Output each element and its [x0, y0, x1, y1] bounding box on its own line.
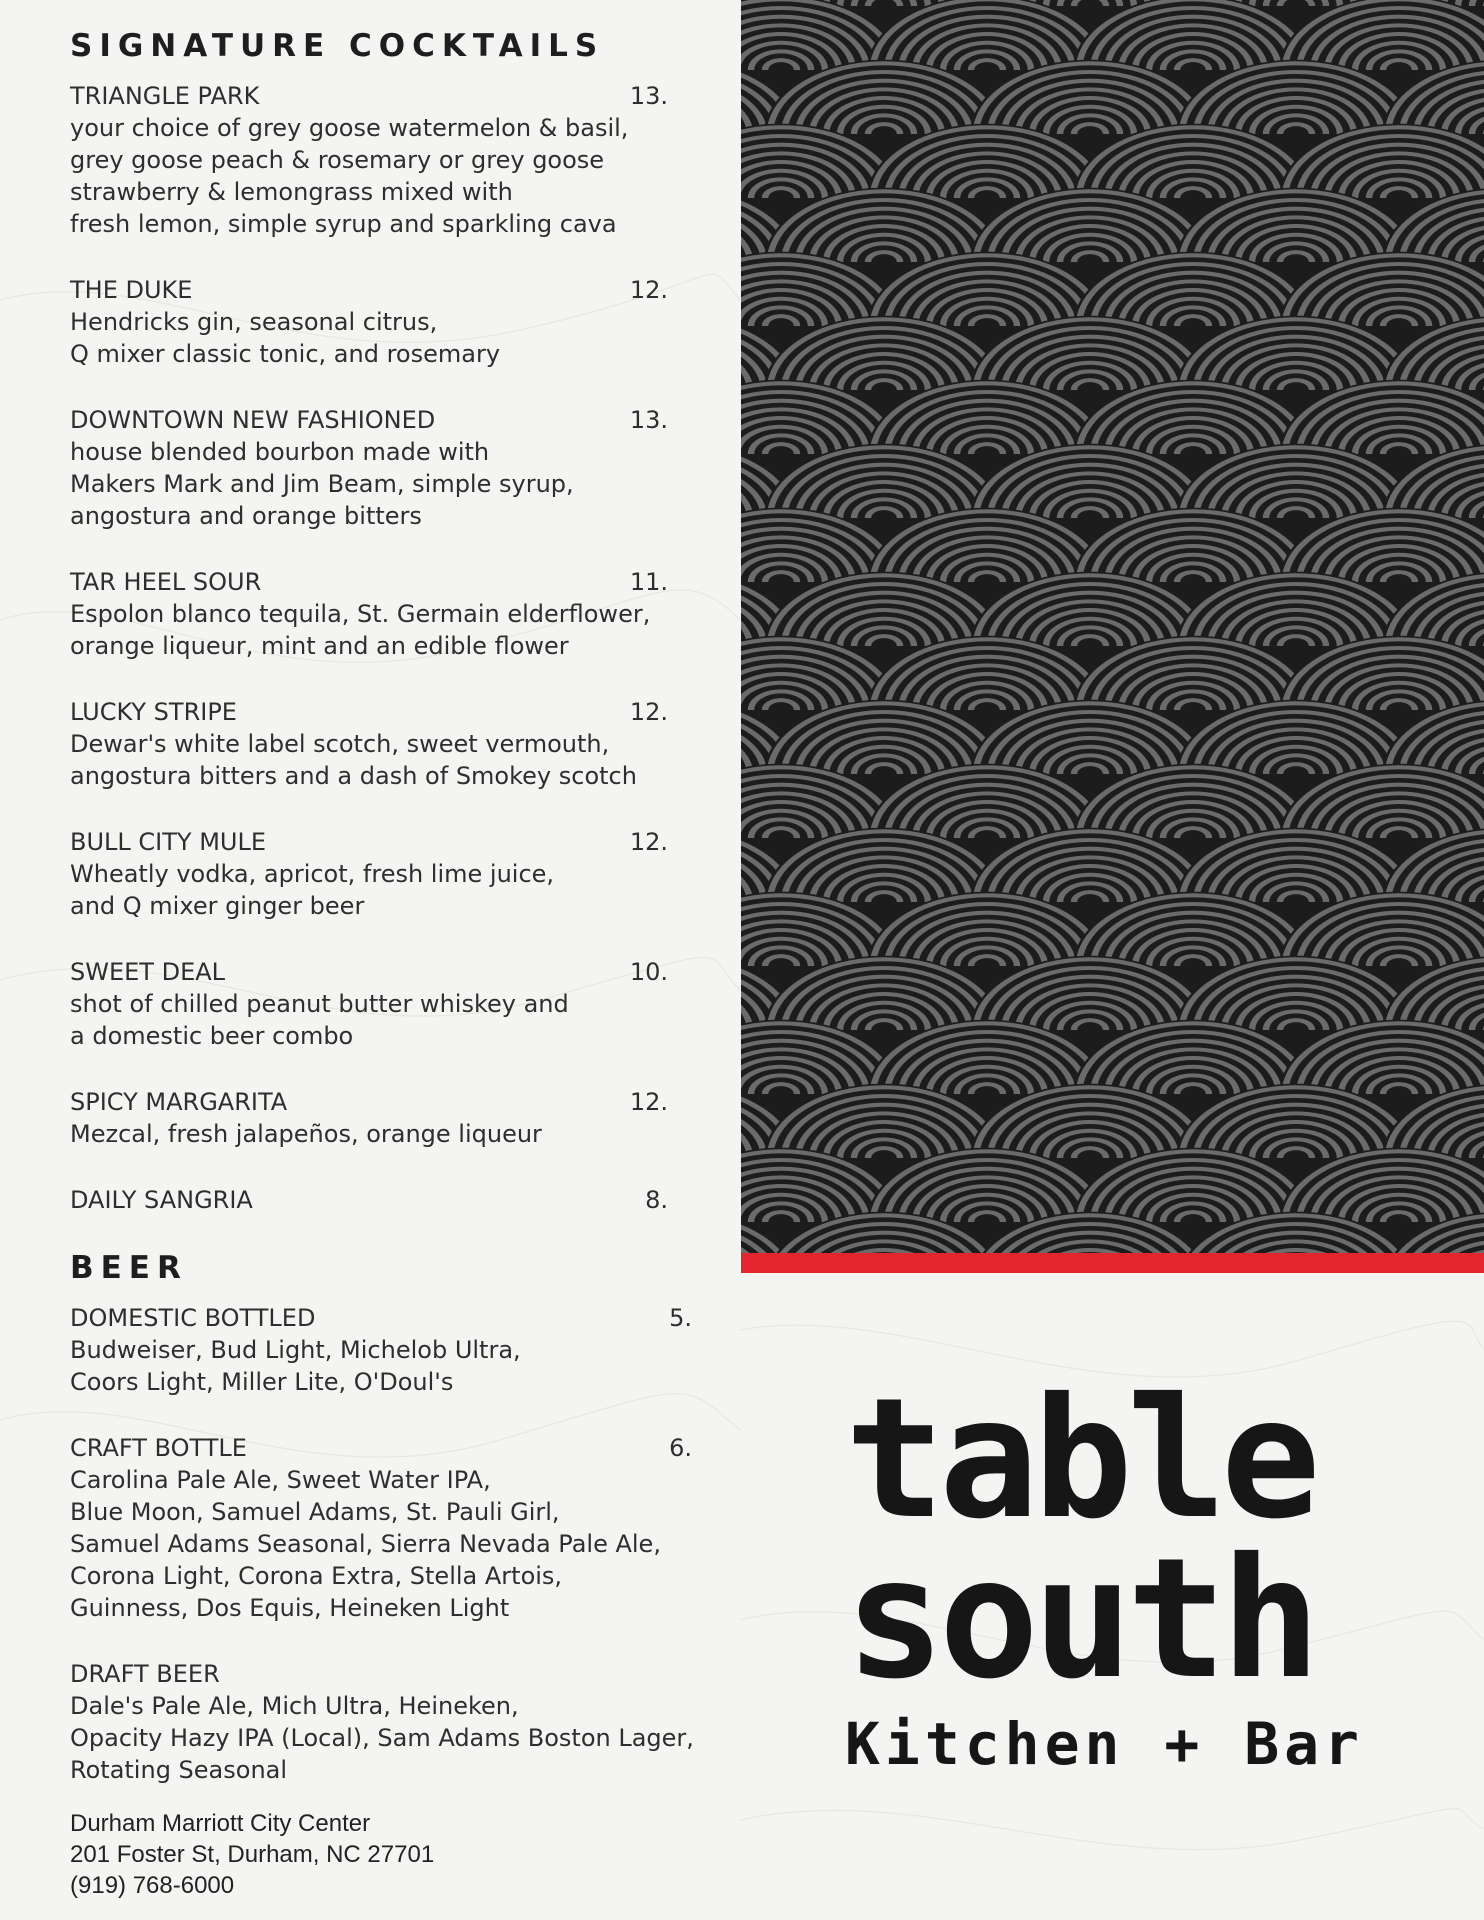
cocktails-section — [70, 28, 710, 1216]
address-street: 201 Foster St, Durham, NC 27701 — [70, 1841, 435, 1868]
item-price: 13. — [629, 82, 668, 110]
item-description: Mezcal, fresh jalapeños, orange liqueur — [70, 1120, 542, 1148]
item-price: 12. — [629, 1088, 668, 1116]
cocktails-title: SIGNATURE COCKTAILS — [70, 28, 605, 64]
item-name: DRAFT BEER — [70, 1660, 220, 1688]
address-phone: (919) 768-6000 — [70, 1872, 235, 1899]
logo-word-south: south — [845, 1523, 1315, 1716]
menu-item — [70, 1302, 710, 1398]
item-name: DOWNTOWN NEW FASHIONED — [70, 406, 436, 434]
item-name: SPICY MARGARITA — [70, 1088, 288, 1116]
item-price: 10. — [629, 958, 668, 986]
menu-item — [70, 956, 710, 1052]
item-description: shot of chilled peanut butter whiskey and a domestic beer combo — [70, 990, 569, 1050]
wave-pattern-panel — [741, 0, 1484, 1253]
beer-title: BEER — [70, 1250, 188, 1286]
item-name: LUCKY STRIPE — [70, 698, 237, 726]
logo-tagline: Kitchen + Bar — [845, 1710, 1364, 1778]
item-description: Dale's Pale Ale, Mich Ultra, Heineken, Opacity Hazy IPA (Local), Sam Adams Boston Lager, Rotating Seasonal — [70, 1692, 694, 1784]
menu-item — [70, 826, 710, 922]
menu-item — [70, 1184, 710, 1216]
item-price: 11. — [629, 568, 668, 596]
item-name: BULL CITY MULE — [70, 828, 266, 856]
item-description: house blended bourbon made with Makers Mark and Jim Beam, simple syrup, angostura and orange bitters — [70, 438, 574, 530]
item-name: DOMESTIC BOTTLED — [70, 1304, 316, 1332]
menu-item — [70, 1658, 710, 1786]
address-block — [70, 1808, 434, 1901]
item-price: 8. — [645, 1186, 668, 1214]
item-description: Espolon blanco tequila, St. Germain elderflower, orange liqueur, mint and an edible flower — [70, 600, 651, 660]
item-price: 12. — [629, 828, 668, 856]
logo-word-table: table — [845, 1363, 1315, 1556]
item-name: TRIANGLE PARK — [70, 82, 260, 110]
menu-item — [70, 1432, 710, 1624]
item-price: 13. — [629, 406, 668, 434]
item-price: 5. — [669, 1304, 692, 1332]
item-description: Wheatly vodka, apricot, fresh lime juice, and Q mixer ginger beer — [70, 860, 555, 920]
item-name: DAILY SANGRIA — [70, 1186, 253, 1214]
menu-column — [70, 28, 710, 1786]
menu-item — [70, 80, 710, 240]
item-name: THE DUKE — [70, 276, 193, 304]
brand-logo — [845, 1363, 1405, 1778]
menu-item — [70, 1086, 710, 1150]
item-price: 12. — [629, 698, 668, 726]
item-name: TAR HEEL SOUR — [70, 568, 262, 596]
item-description: Budweiser, Bud Light, Michelob Ultra, Coors Light, Miller Lite, O'Doul's — [70, 1336, 521, 1396]
menu-item — [70, 274, 710, 370]
item-price: 6. — [669, 1434, 692, 1462]
item-name: SWEET DEAL — [70, 958, 226, 986]
address-venue: Durham Marriott City Center — [70, 1810, 371, 1837]
menu-item — [70, 696, 710, 792]
item-description: Dewar's white label scotch, sweet vermouth, angostura bitters and a dash of Smokey scotch — [70, 730, 637, 790]
beer-section — [70, 1250, 710, 1786]
menu-item — [70, 404, 710, 532]
menu-item — [70, 566, 710, 662]
item-name: CRAFT BOTTLE — [70, 1434, 247, 1462]
item-description: your choice of grey goose watermelon & basil, grey goose peach & rosemary or grey goose strawberry & lemongrass mixed with fresh lemon, simple syrup and sparkling cava — [70, 114, 629, 238]
item-description: Hendricks gin, seasonal citrus, Q mixer classic tonic, and rosemary — [70, 308, 501, 368]
item-description: Carolina Pale Ale, Sweet Water IPA, Blue Moon, Samuel Adams, St. Pauli Girl, Samuel Adams Seasonal, Sierra Nevada Pale Ale, Corona Light, Corona Extra, Stella Artois, Guinness, Dos Equis, Heineken Light — [70, 1466, 661, 1622]
item-price: 12. — [629, 276, 668, 304]
red-accent-bar — [741, 1253, 1484, 1273]
